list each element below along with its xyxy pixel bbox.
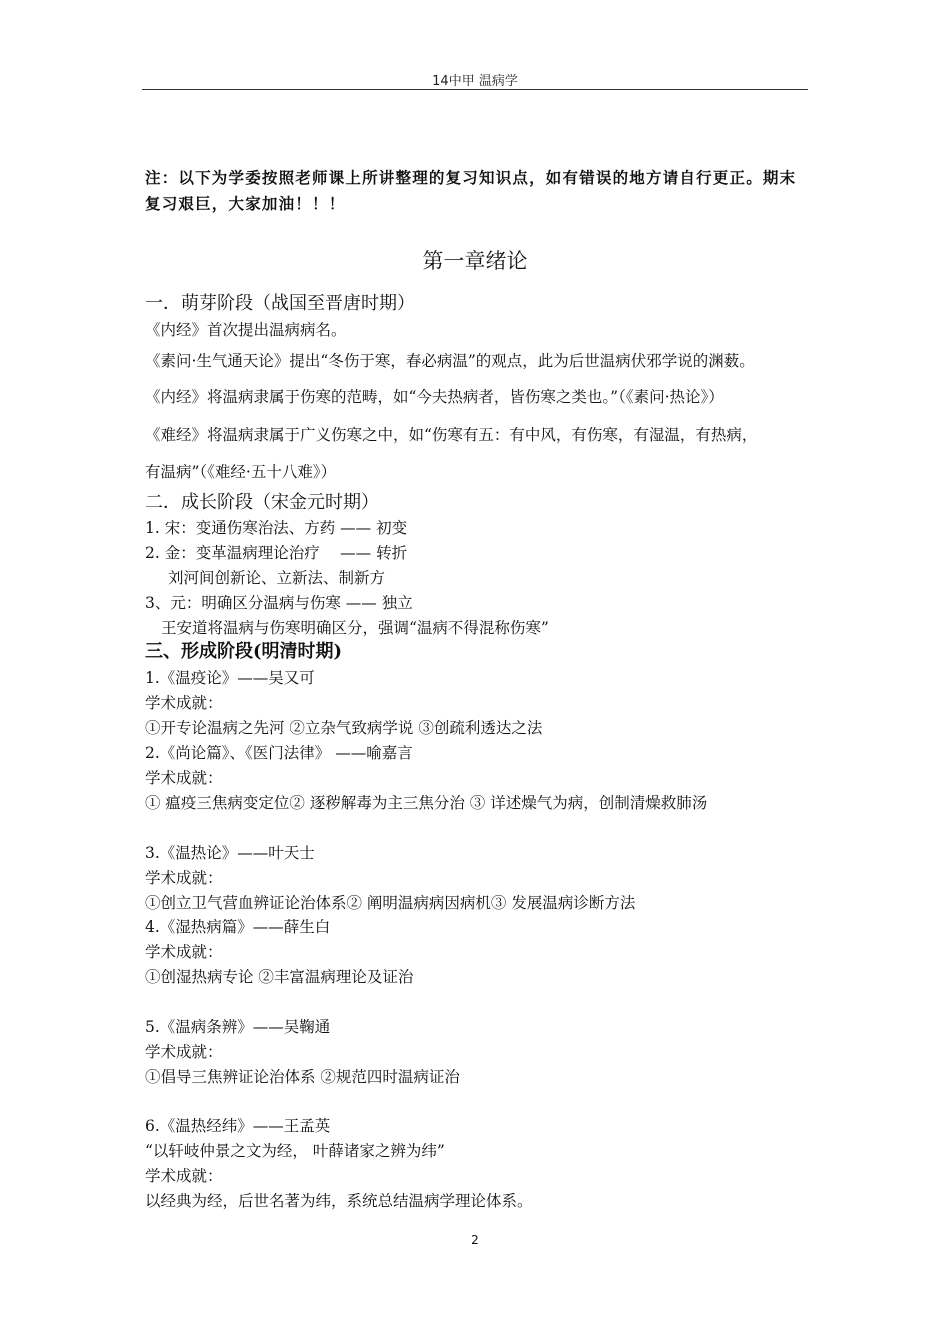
work-title: 6.《温热经纬》——王孟英 [145,1117,331,1135]
achievement-text: ① 瘟疫三焦病变定位② 逐秽解毒为主三焦分治 ③ 详述燥气为病，创制清燥救肺汤 [145,794,708,812]
work-title: 2.《尚论篇》、《医门法律》 ——喻嘉言 [145,744,413,762]
page-number: 2 [471,1233,479,1247]
achievement-label: 学术成就： [145,1043,223,1061]
achievement-label: 学术成就： [145,1167,223,1185]
paragraph-line: 《内经》首次提出温病病名。 [145,321,347,339]
achievement-label: 学术成就： [145,869,223,887]
work-title: 3.《温热论》——叶天士 [145,844,315,862]
section-heading-3: 三、形成阶段(明清时期) [145,641,343,662]
paragraph-line: 有温病”（《难经·五十八难》） [145,463,337,481]
achievement-label: 学术成就： [145,943,223,961]
quote-line: “以轩岐仲景之文为经， 叶薛诸家之辨为纬” [145,1142,445,1160]
paragraph-line: 《难经》将温病隶属于广义伤寒之中，如“伤寒有五：有中风，有伤寒，有湿温，有热病， [145,426,758,444]
list-item: 2. 金：变革温病理论治疗 —— 转折 [145,544,408,562]
list-item-detail: 刘河间创新论、立新法、制新方 [168,569,386,587]
achievement-label: 学术成就： [145,769,223,787]
work-title: 5.《温病条辨》——吴鞠通 [145,1018,331,1036]
achievement-label: 学术成就： [145,694,223,712]
achievement-text: ①开专论温病之先河 ②立杂气致病学说 ③创疏利透达之法 [145,719,543,737]
running-header: 14中甲 温病学 [432,74,518,89]
achievement-text: ①创立卫气营血辨证论治体系② 阐明温病病因病机③ 发展温病诊断方法 [145,894,636,912]
section-heading-1: 一．萌芽阶段（战国至晋唐时期） [145,293,415,314]
header-divider [142,89,808,90]
work-title: 1.《温疫论》——吴又可 [145,669,315,687]
list-item: 1. 宋：变通伤寒治法、方药 —— 初变 [145,519,408,537]
paragraph-line: 《内经》将温病隶属于伤寒的范畴，如“今夫热病者，皆伤寒之类也。”（《素问·热论》） [145,388,724,406]
achievement-text: 以经典为经，后世名著为纬，系统总结温病学理论体系。 [145,1192,533,1210]
achievement-text: ①倡导三焦辨证论治体系 ②规范四时温病证治 [145,1068,460,1086]
list-item: 3、元：明确区分温病与伤寒 —— 独立 [145,594,413,612]
achievement-text: ①创湿热病专论 ②丰富温病理论及证治 [145,968,414,986]
chapter-title: 第一章绪论 [422,249,528,273]
section-heading-2: 二．成长阶段（宋金元时期） [145,492,379,513]
review-note: 注：以下为学委按照老师课上所讲整理的复习知识点，如有错误的地方请自行更正。期末复习艰巨，大家加油！！！ [145,168,797,213]
paragraph-line: 《素问·生气通天论》提出“冬伤于寒，春必病温”的观点，此为后世温病伏邪学说的渊薮。 [145,352,755,370]
work-title: 4.《湿热病篇》——薛生白 [145,918,331,936]
list-item-detail: 王安道将温病与伤寒明确区分，强调“温病不得混称伤寒” [161,619,549,637]
